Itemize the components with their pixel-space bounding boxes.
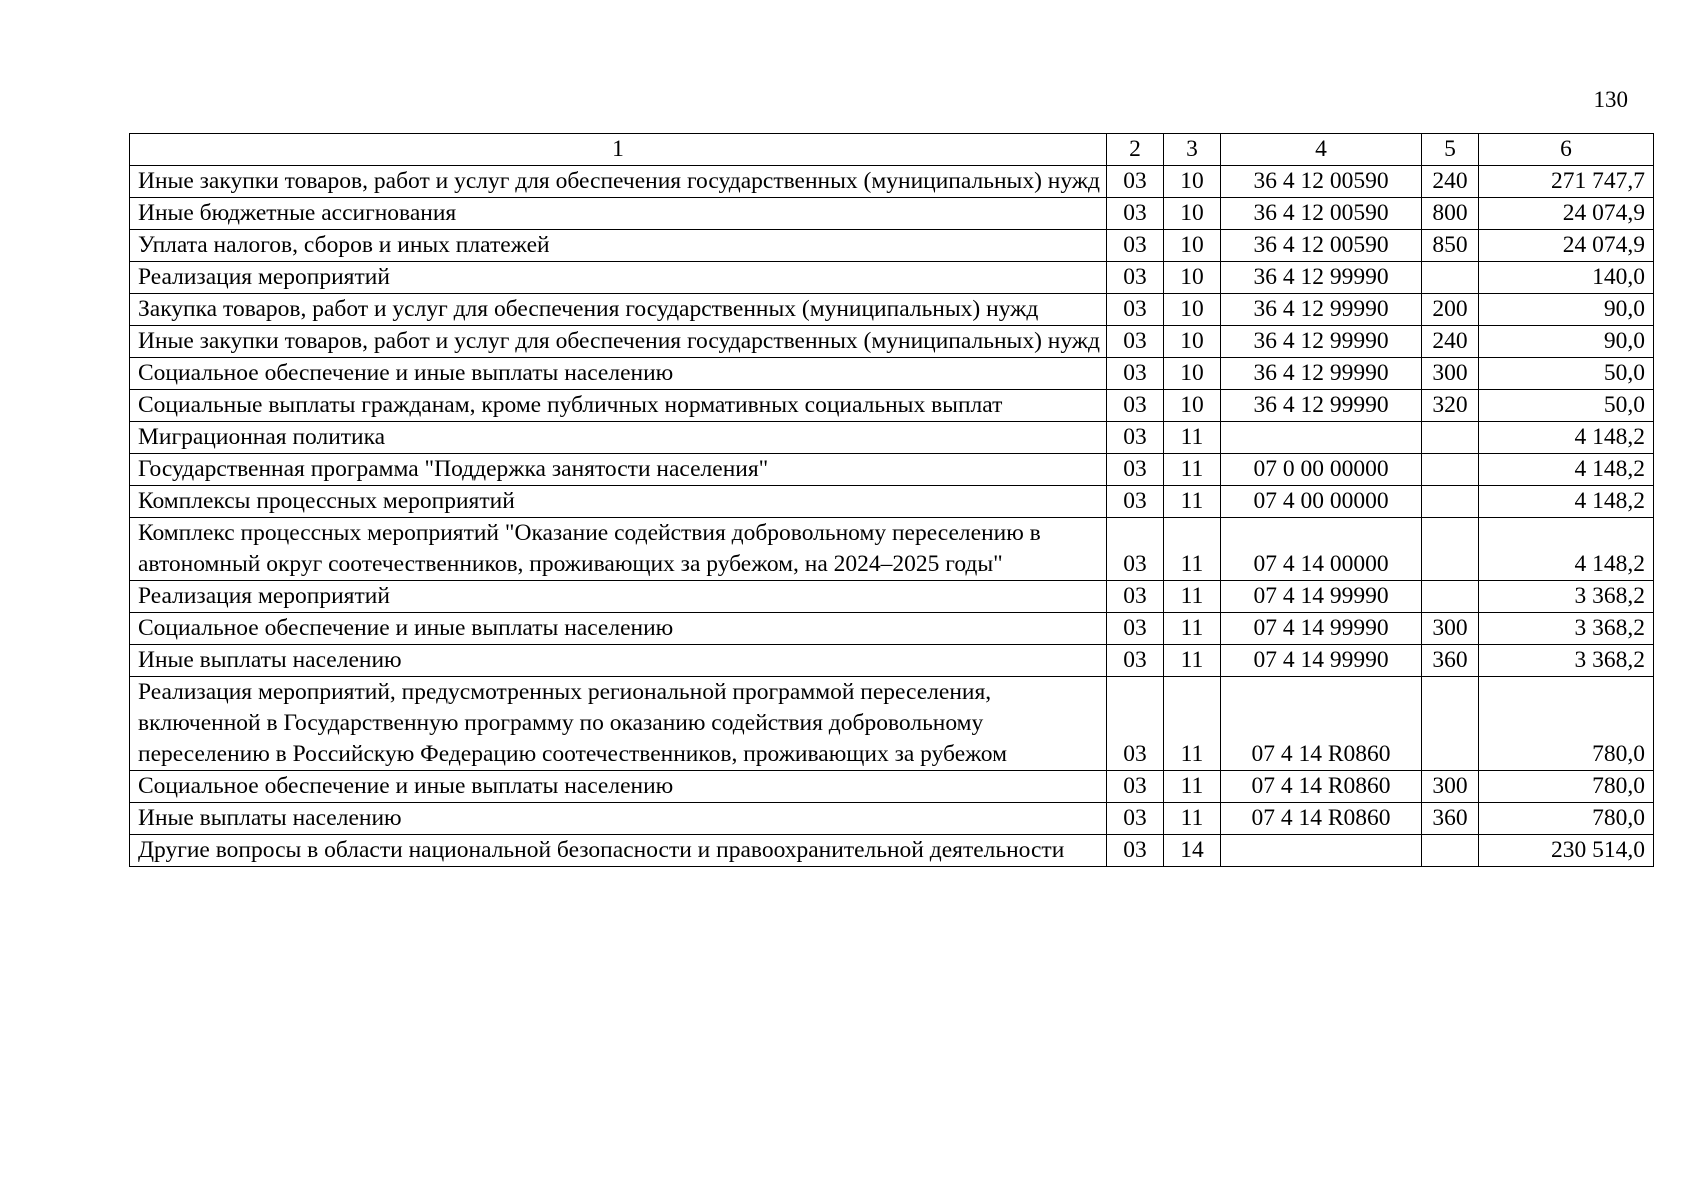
row-amount-cell: 3 368,2	[1479, 613, 1654, 645]
row-type-cell: 240	[1422, 326, 1479, 358]
row-subsection-cell: 11	[1164, 613, 1221, 645]
row-subsection-cell: 11	[1164, 677, 1221, 771]
table-row	[130, 358, 1654, 390]
table-row	[130, 486, 1654, 518]
row-subsection-cell: 11	[1164, 581, 1221, 613]
row-amount-cell: 780,0	[1479, 677, 1654, 771]
table-row	[130, 518, 1654, 581]
row-section-cell: 03	[1107, 390, 1164, 422]
row-subsection-cell: 10	[1164, 358, 1221, 390]
table-row	[130, 198, 1654, 230]
row-amount-cell: 90,0	[1479, 294, 1654, 326]
row-code-cell: 07 4 14 99990	[1221, 645, 1422, 677]
row-amount-cell: 3 368,2	[1479, 645, 1654, 677]
row-section-cell: 03	[1107, 262, 1164, 294]
row-amount-cell: 4 148,2	[1479, 454, 1654, 486]
row-section-cell: 03	[1107, 454, 1164, 486]
row-subsection-cell: 14	[1164, 835, 1221, 867]
row-name-cell: Социальное обеспечение и иные выплаты населению	[130, 771, 1107, 803]
row-amount-cell: 90,0	[1479, 326, 1654, 358]
row-amount-cell: 50,0	[1479, 390, 1654, 422]
row-section-cell: 03	[1107, 645, 1164, 677]
row-amount-cell: 3 368,2	[1479, 581, 1654, 613]
row-amount-cell: 4 148,2	[1479, 422, 1654, 454]
row-name-cell: Иные закупки товаров, работ и услуг для обеспечения государственных (муниципальных) нужд	[130, 166, 1107, 198]
row-subsection-cell: 11	[1164, 645, 1221, 677]
column-header-2: 2	[1107, 134, 1164, 166]
row-section-cell: 03	[1107, 518, 1164, 581]
row-type-cell	[1422, 486, 1479, 518]
row-type-cell: 320	[1422, 390, 1479, 422]
row-name-cell: Иные закупки товаров, работ и услуг для обеспечения государственных (муниципальных) нужд	[130, 326, 1107, 358]
row-subsection-cell: 11	[1164, 803, 1221, 835]
row-amount-cell: 4 148,2	[1479, 518, 1654, 581]
table-row	[130, 613, 1654, 645]
row-name-cell: Другие вопросы в области национальной безопасности и правоохранительной деятельности	[130, 835, 1107, 867]
row-subsection-cell: 10	[1164, 390, 1221, 422]
row-code-cell	[1221, 835, 1422, 867]
row-name-cell: Реализация мероприятий	[130, 581, 1107, 613]
row-name-cell: Социальное обеспечение и иные выплаты населению	[130, 613, 1107, 645]
table-row	[130, 390, 1654, 422]
row-code-cell: 36 4 12 99990	[1221, 326, 1422, 358]
row-type-cell: 850	[1422, 230, 1479, 262]
row-code-cell: 36 4 12 99990	[1221, 294, 1422, 326]
table-row	[130, 581, 1654, 613]
row-type-cell	[1422, 518, 1479, 581]
table-row	[130, 326, 1654, 358]
row-name-cell: Закупка товаров, работ и услуг для обеспечения государственных (муниципальных) нужд	[130, 294, 1107, 326]
row-amount-cell: 140,0	[1479, 262, 1654, 294]
row-section-cell: 03	[1107, 613, 1164, 645]
row-subsection-cell: 10	[1164, 326, 1221, 358]
column-header-3: 3	[1164, 134, 1221, 166]
row-section-cell: 03	[1107, 166, 1164, 198]
row-name-cell: Комплекс процессных мероприятий "Оказание содействия добровольному переселению в автономный округ соотечественников, проживающих за рубежом, на 2024–2025 годы"	[130, 518, 1107, 581]
row-code-cell: 07 4 14 99990	[1221, 581, 1422, 613]
table-header	[130, 134, 1654, 166]
row-amount-cell: 780,0	[1479, 803, 1654, 835]
row-code-cell: 36 4 12 99990	[1221, 358, 1422, 390]
row-code-cell: 36 4 12 00590	[1221, 198, 1422, 230]
row-subsection-cell: 11	[1164, 486, 1221, 518]
row-code-cell: 07 4 14 99990	[1221, 613, 1422, 645]
table-row	[130, 645, 1654, 677]
row-code-cell: 07 4 14 R0860	[1221, 677, 1422, 771]
row-name-cell: Миграционная политика	[130, 422, 1107, 454]
row-type-cell: 360	[1422, 645, 1479, 677]
row-section-cell: 03	[1107, 771, 1164, 803]
row-name-cell: Уплата налогов, сборов и иных платежей	[130, 230, 1107, 262]
row-type-cell	[1422, 422, 1479, 454]
row-amount-cell: 24 074,9	[1479, 230, 1654, 262]
row-code-cell	[1221, 422, 1422, 454]
row-name-cell: Социальные выплаты гражданам, кроме публичных нормативных социальных выплат	[130, 390, 1107, 422]
row-amount-cell: 230 514,0	[1479, 835, 1654, 867]
row-type-cell: 300	[1422, 358, 1479, 390]
row-section-cell: 03	[1107, 326, 1164, 358]
row-subsection-cell: 11	[1164, 518, 1221, 581]
row-amount-cell: 4 148,2	[1479, 486, 1654, 518]
row-type-cell	[1422, 262, 1479, 294]
row-code-cell: 07 4 14 R0860	[1221, 803, 1422, 835]
row-type-cell: 240	[1422, 166, 1479, 198]
table-row	[130, 294, 1654, 326]
row-code-cell: 07 4 00 00000	[1221, 486, 1422, 518]
table-row	[130, 262, 1654, 294]
table-row	[130, 454, 1654, 486]
row-name-cell: Реализация мероприятий	[130, 262, 1107, 294]
row-code-cell: 07 4 14 00000	[1221, 518, 1422, 581]
row-type-cell: 800	[1422, 198, 1479, 230]
table-row	[130, 677, 1654, 771]
table-row	[130, 422, 1654, 454]
table-body	[130, 166, 1654, 867]
row-amount-cell: 50,0	[1479, 358, 1654, 390]
row-name-cell: Иные выплаты населению	[130, 803, 1107, 835]
row-name-cell: Иные выплаты населению	[130, 645, 1107, 677]
row-code-cell: 36 4 12 00590	[1221, 166, 1422, 198]
row-subsection-cell: 11	[1164, 454, 1221, 486]
row-name-cell: Государственная программа "Поддержка занятости населения"	[130, 454, 1107, 486]
row-code-cell: 07 4 14 R0860	[1221, 771, 1422, 803]
row-code-cell: 36 4 12 99990	[1221, 262, 1422, 294]
row-name-cell: Реализация мероприятий, предусмотренных региональной программой переселения, включенной в Государственную программу по оказанию содействия добровольному переселению в Российскую Федерацию соотечественников, проживающих за рубежом	[130, 677, 1107, 771]
table-row	[130, 803, 1654, 835]
row-type-cell: 360	[1422, 803, 1479, 835]
row-name-cell: Комплексы процессных мероприятий	[130, 486, 1107, 518]
table-row	[130, 230, 1654, 262]
row-amount-cell: 24 074,9	[1479, 198, 1654, 230]
row-subsection-cell: 10	[1164, 198, 1221, 230]
row-section-cell: 03	[1107, 198, 1164, 230]
page-number: 130	[1593, 87, 1628, 112]
row-type-cell	[1422, 835, 1479, 867]
row-subsection-cell: 11	[1164, 422, 1221, 454]
row-section-cell: 03	[1107, 677, 1164, 771]
row-type-cell	[1422, 677, 1479, 771]
row-subsection-cell: 10	[1164, 294, 1221, 326]
row-name-cell: Социальное обеспечение и иные выплаты населению	[130, 358, 1107, 390]
row-subsection-cell: 10	[1164, 262, 1221, 294]
row-section-cell: 03	[1107, 581, 1164, 613]
row-section-cell: 03	[1107, 803, 1164, 835]
row-type-cell: 200	[1422, 294, 1479, 326]
row-section-cell: 03	[1107, 422, 1164, 454]
row-code-cell: 07 0 00 00000	[1221, 454, 1422, 486]
row-type-cell: 300	[1422, 613, 1479, 645]
table-row	[130, 835, 1654, 867]
row-type-cell	[1422, 581, 1479, 613]
row-section-cell: 03	[1107, 358, 1164, 390]
row-section-cell: 03	[1107, 486, 1164, 518]
row-subsection-cell: 11	[1164, 771, 1221, 803]
row-type-cell	[1422, 454, 1479, 486]
row-section-cell: 03	[1107, 230, 1164, 262]
row-amount-cell: 780,0	[1479, 771, 1654, 803]
row-section-cell: 03	[1107, 835, 1164, 867]
table-row	[130, 166, 1654, 198]
row-type-cell: 300	[1422, 771, 1479, 803]
header-row	[130, 134, 1654, 166]
row-subsection-cell: 10	[1164, 230, 1221, 262]
budget-table	[129, 133, 1654, 867]
row-code-cell: 36 4 12 99990	[1221, 390, 1422, 422]
row-name-cell: Иные бюджетные ассигнования	[130, 198, 1107, 230]
column-header-1: 1	[130, 134, 1107, 166]
column-header-4: 4	[1221, 134, 1422, 166]
row-code-cell: 36 4 12 00590	[1221, 230, 1422, 262]
column-header-5: 5	[1422, 134, 1479, 166]
table-row	[130, 771, 1654, 803]
row-section-cell: 03	[1107, 294, 1164, 326]
row-amount-cell: 271 747,7	[1479, 166, 1654, 198]
row-subsection-cell: 10	[1164, 166, 1221, 198]
column-header-6: 6	[1479, 134, 1654, 166]
